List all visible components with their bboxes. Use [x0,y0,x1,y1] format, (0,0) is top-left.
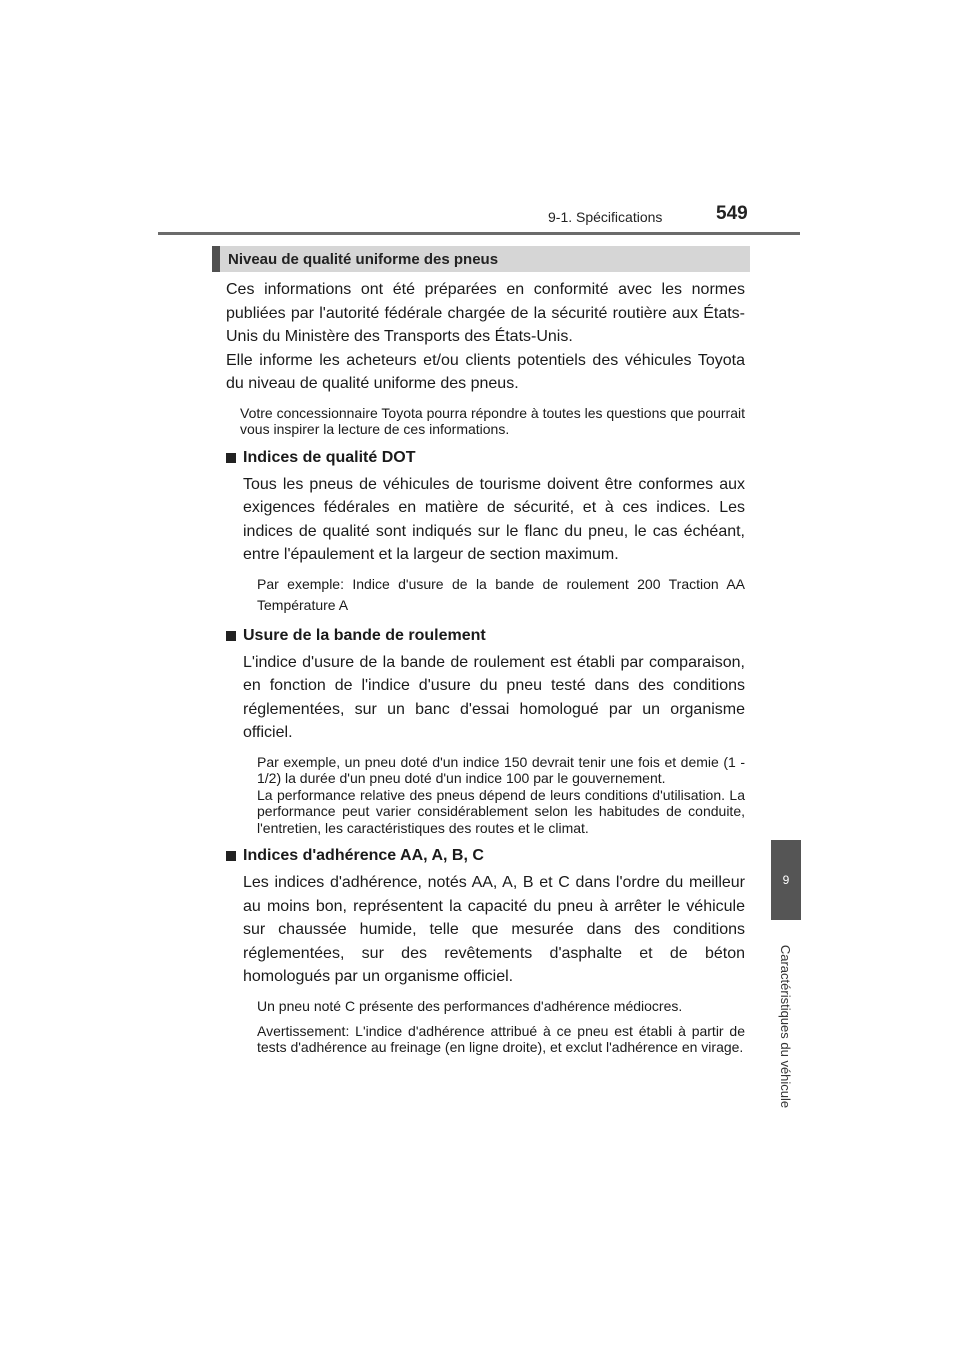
header-section-title: 9-1. Spécifications [548,209,663,225]
dot-heading-text: Indices de qualité DOT [243,448,416,466]
treadwear-section [243,627,745,837]
treadwear-heading-text: Usure de la bande de roulement [243,626,486,644]
chapter-tab: 9 [771,840,801,920]
treadwear-body: L'indice d'usure de la bande de roulement est établi par comparaison, en fonction de l'indice d'usure du pneu testé dans des conditions réglementées, sur un banc d'essai homologué par un organisme officiel. [243,653,745,741]
traction-note-2: Avertissement: L'indice d'adhérence attribué à ce pneu est établi à partir de tests d'adhérence au freinage (en ligne droite), et exclut l'adhérence en virage. [257,1022,745,1055]
intro-paragraph-1: Ces informations ont été préparées en conformité avec les normes publiées par l'autorité fédérale chargée de la sécurité routière aux États-Unis du Ministère des Transports des États-Unis. [226,281,745,345]
treadwear-note-1: Par exemple, un pneu doté d'un indice 150 devrait tenir une fois et demie (1 - 1/2) la durée d'un pneu doté d'un indice 100 par le gouvernement. [257,753,745,786]
chapter-label [763,930,809,1122]
traction-heading-text: Indices d'adhérence AA, A, B, C [243,847,484,864]
square-bullet-icon [226,453,236,463]
treadwear-note-2: La performance relative des pneus dépend de leurs conditions d'utilisation. La performance peut varier considérablement selon les habitudes de conduite, l'entretien, les caractéristiques des routes et le climat. [257,786,745,836]
intro-paragraph-2: Elle informe les acheteurs et/ou clients potentiels des véhicules Toyota du niveau de qualité uniforme des pneus. [226,351,745,392]
traction-note-1: Un pneu noté C présente des performances d'adhérence médiocres. [257,997,683,1014]
traction-section [243,847,745,1056]
square-bullet-icon [226,631,236,641]
section-title: Niveau de qualité uniforme des pneus [212,246,750,272]
traction-heading [226,847,745,865]
chapter-label-text: Caractéristiques du véhicule [778,944,794,1108]
intro-note: Votre concessionnaire Toyota pourra répondre à toutes les questions que pourrait vous inspirer la lecture de ces informations. [240,404,745,437]
header-rule [158,232,800,235]
dot-note: Par exemple: Indice d'usure de la bande de roulement 200 Traction AA Température A [257,575,745,613]
square-bullet-icon [226,851,236,861]
dot-heading [226,449,745,467]
page-content [226,278,745,1056]
dot-section [243,449,745,616]
dot-body: Tous les pneus de véhicules de tourisme doivent être conformes aux exigences fédérales en matière de sécurité, et à ces indices. Les indices de qualité sont indiqués sur le flanc du pneu, le cas échéant, entre l'épaulement et la largeur de section maximum. [243,475,745,563]
page-number: 549 [716,203,748,224]
traction-body: Les indices d'adhérence, notés AA, A, B et C dans l'ordre du meilleur au moins bon, représentent la capacité du pneu à arrêter le véhicule sur chaussée humide, telle que mesurée dans des conditions réglementées, sur des revêtements d'asphalte et de béton homologués par un organisme officiel. [243,874,745,985]
treadwear-heading [226,627,745,645]
